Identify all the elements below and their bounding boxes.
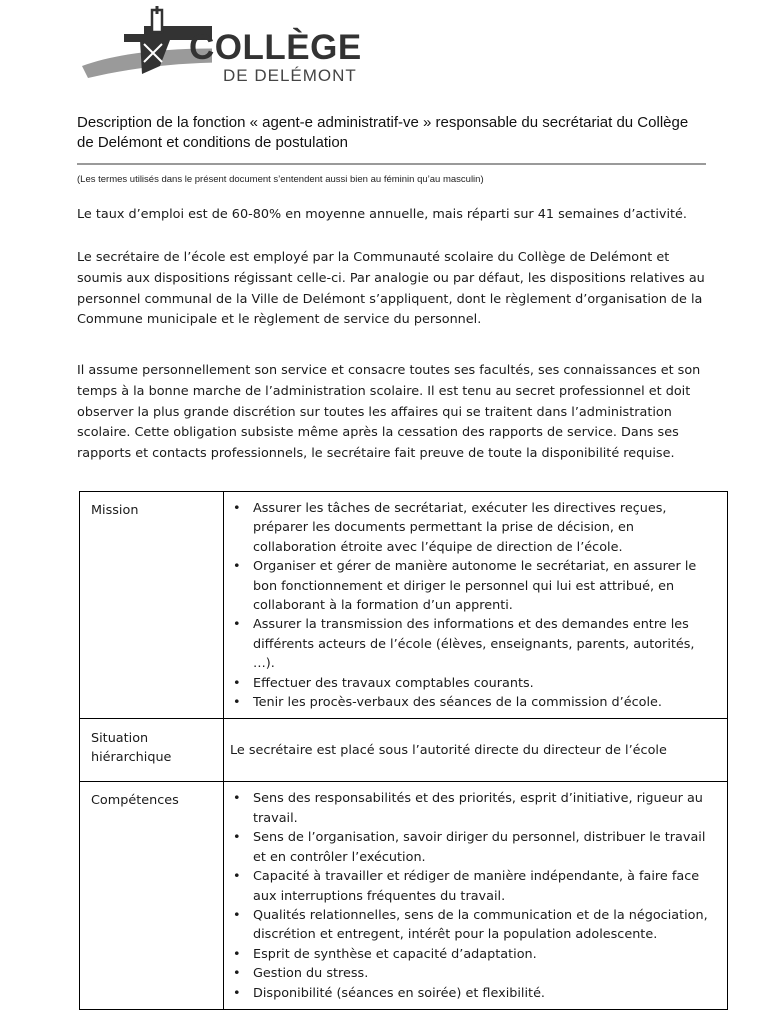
logo-name: COLLÈGE — [189, 28, 362, 67]
paragraph-duties: Il assume personnellement son service et consacre toutes ses facultés, ses connaissances et son temps à la bonne marche de l’administration scolaire. Il est tenu au secret professionnel et doit observer la plus grande discrétion sur toutes les affaires qui se traitent dans l’administration scolaire. Cette obligation subsiste même après la cessation des rapports de service. Dans ses rapports et contacts professionnels, le secrétaire fait preuve de toute la disponibilité requise. — [77, 363, 701, 462]
row-content-competences — [224, 782, 728, 1009]
job-spec-table — [79, 491, 728, 1010]
title-divider — [77, 163, 706, 165]
list-item: • Organiser et gérer de manière autonome le secrétariat, en assurer le bon fonctionnement et diriger le personnel qui lui est attribué, en collaborant à la formation d’un apprenti. — [229, 557, 719, 615]
row-content-mission — [224, 492, 728, 719]
list-item: • Gestion du stress. — [229, 964, 719, 983]
row-label-situation: Situation hiérarchique — [80, 719, 224, 782]
situation-text: Le secrétaire est placé sous l’autorité directe du directeur de l’école — [230, 743, 667, 759]
list-item: • Esprit de synthèse et capacité d’adaptation. — [229, 945, 719, 964]
list-item: • Effectuer des travaux comptables courants. — [229, 674, 719, 693]
list-item: • Assurer les tâches de secrétariat, exécuter les directives reçues, préparer les documents permettant la prise de décision, en collaboration étroite avec l’équipe de direction de l’école. — [229, 499, 719, 557]
list-item: • Sens de l’organisation, savoir diriger du personnel, distribuer le travail et en contrôler l’exécution. — [229, 828, 719, 867]
list-item: • Assurer la transmission des informations et des demandes entre les différents acteurs de l’école (élèves, enseignants, parents, autorités, …). — [229, 615, 719, 673]
competences-list — [229, 789, 719, 1002]
table-row-competences — [80, 782, 728, 1009]
list-item: • Disponibilité (séances en soirée) et flexibilité. — [229, 984, 719, 1003]
logo-subtitle: DE DELÉMONT — [223, 66, 357, 85]
row-content-situation — [224, 719, 728, 782]
mission-list — [229, 499, 719, 712]
paragraph-employer: Le secrétaire de l’école est employé par la Communauté scolaire du Collège de Delémont et soumis aux dispositions régissant celle-ci. Par analogie ou par défaut, les dispositions relatives au personnel communal de la Ville de Delémont s’appliquent, dont le règlement d’organisation de la Commune municipale et le règlement de service du personnel. — [77, 250, 705, 328]
table-row-situation — [80, 719, 728, 782]
list-item: • Qualités relationnelles, sens de la communication et de la négociation, discrétion et entregent, intérêt pour la population adolescente. — [229, 906, 719, 945]
list-item: • Capacité à travailler et rédiger de manière indépendante, à faire face aux interruptions fréquentes du travail. — [229, 867, 719, 906]
table-row-mission — [80, 492, 728, 719]
college-logo — [82, 4, 402, 92]
list-item: • Tenir les procès-verbaux des séances de la commission d’école. — [229, 693, 719, 712]
row-label-competences: Compétences — [80, 782, 224, 1009]
paragraph-employment-rate: Le taux d’emploi est de 60-80% en moyenne annuelle, mais réparti sur 41 semaines d’activité. — [77, 207, 687, 222]
row-label-mission: Mission — [80, 492, 224, 719]
list-item: • Sens des responsabilités et des priorités, esprit d’initiative, rigueur au travail. — [229, 789, 719, 828]
gender-note: (Les termes utilisés dans le présent document s’entendent aussi bien au féminin qu’au masculin) — [77, 174, 484, 185]
document-title: Description de la fonction « agent-e administratif-ve » responsable du secrétariat du Collège de Delémont et conditions de postulation — [77, 114, 689, 151]
